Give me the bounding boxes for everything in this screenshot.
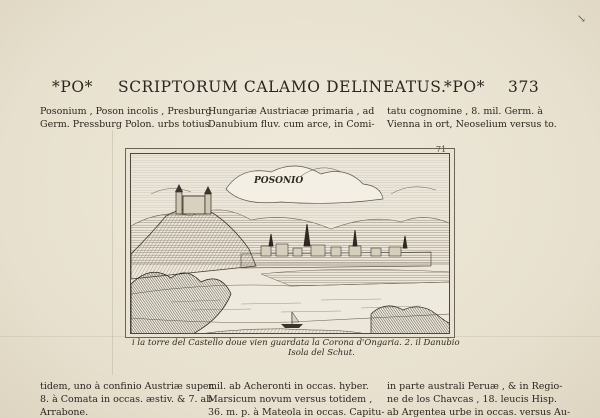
page-header xyxy=(52,78,552,98)
text-line: Vienna in ort, Neoselium versus to. xyxy=(387,119,557,130)
plate-caption xyxy=(132,338,462,358)
text-line: Posonium , Poson incolis , Presburg xyxy=(40,106,212,117)
caption-line: i la torre del Castello doue vien guardata la Corona d'Ongaria. 2. il Danubio xyxy=(132,338,460,348)
text-line: 36. m. p. à Mateola in occas. Capitu- xyxy=(208,407,385,418)
top-column-3 xyxy=(387,105,557,131)
text-line: Marsicum novum versus totidem , xyxy=(208,394,373,405)
header-po-right: *PO* xyxy=(444,78,486,96)
caption-line: Isola del Schut. xyxy=(288,348,355,358)
text-line: Danubium fluv. cum arce, in Comi- xyxy=(208,119,375,130)
text-line: tidem, uno à confinio Austriæ super. xyxy=(40,381,216,392)
text-line: ne de los Chavcas , 18. leucis Hisp. xyxy=(387,394,557,405)
text-line: Arrabone. xyxy=(40,407,89,418)
top-column-1 xyxy=(40,105,212,131)
text-line: ab Argentea urbe in occas. versus Au- xyxy=(387,407,571,418)
text-line: in parte australi Peruæ , & in Regio- xyxy=(387,381,563,392)
header-po-left: *PO* xyxy=(52,78,94,96)
text-line: mil. ab Acheronti in occas. hyber. xyxy=(208,381,369,392)
plate-number: 71 xyxy=(436,145,447,154)
text-line: Germ. Pressburg Polon. urbs totius xyxy=(40,119,210,130)
top-column-2 xyxy=(208,105,375,131)
city-label: POSONIO xyxy=(254,176,304,186)
page-title: SCRIPTORUM CALAMO DELINEATUS. xyxy=(118,78,447,96)
corner-mark: ↘ xyxy=(576,12,586,25)
bottom-column-1 xyxy=(40,380,215,418)
text-line: Hungariæ Austriacæ primaria , ad xyxy=(208,106,375,117)
bottom-column-3 xyxy=(387,380,570,418)
text-line: 8. à Comata in occas. æstiv. & 7. ab xyxy=(40,394,213,405)
paper-fold-vertical xyxy=(112,130,113,375)
page-number: 373 xyxy=(508,78,540,96)
bottom-column-2 xyxy=(208,380,385,418)
text-line: tatu cognomine , 8. mil. Germ. à xyxy=(387,106,543,117)
